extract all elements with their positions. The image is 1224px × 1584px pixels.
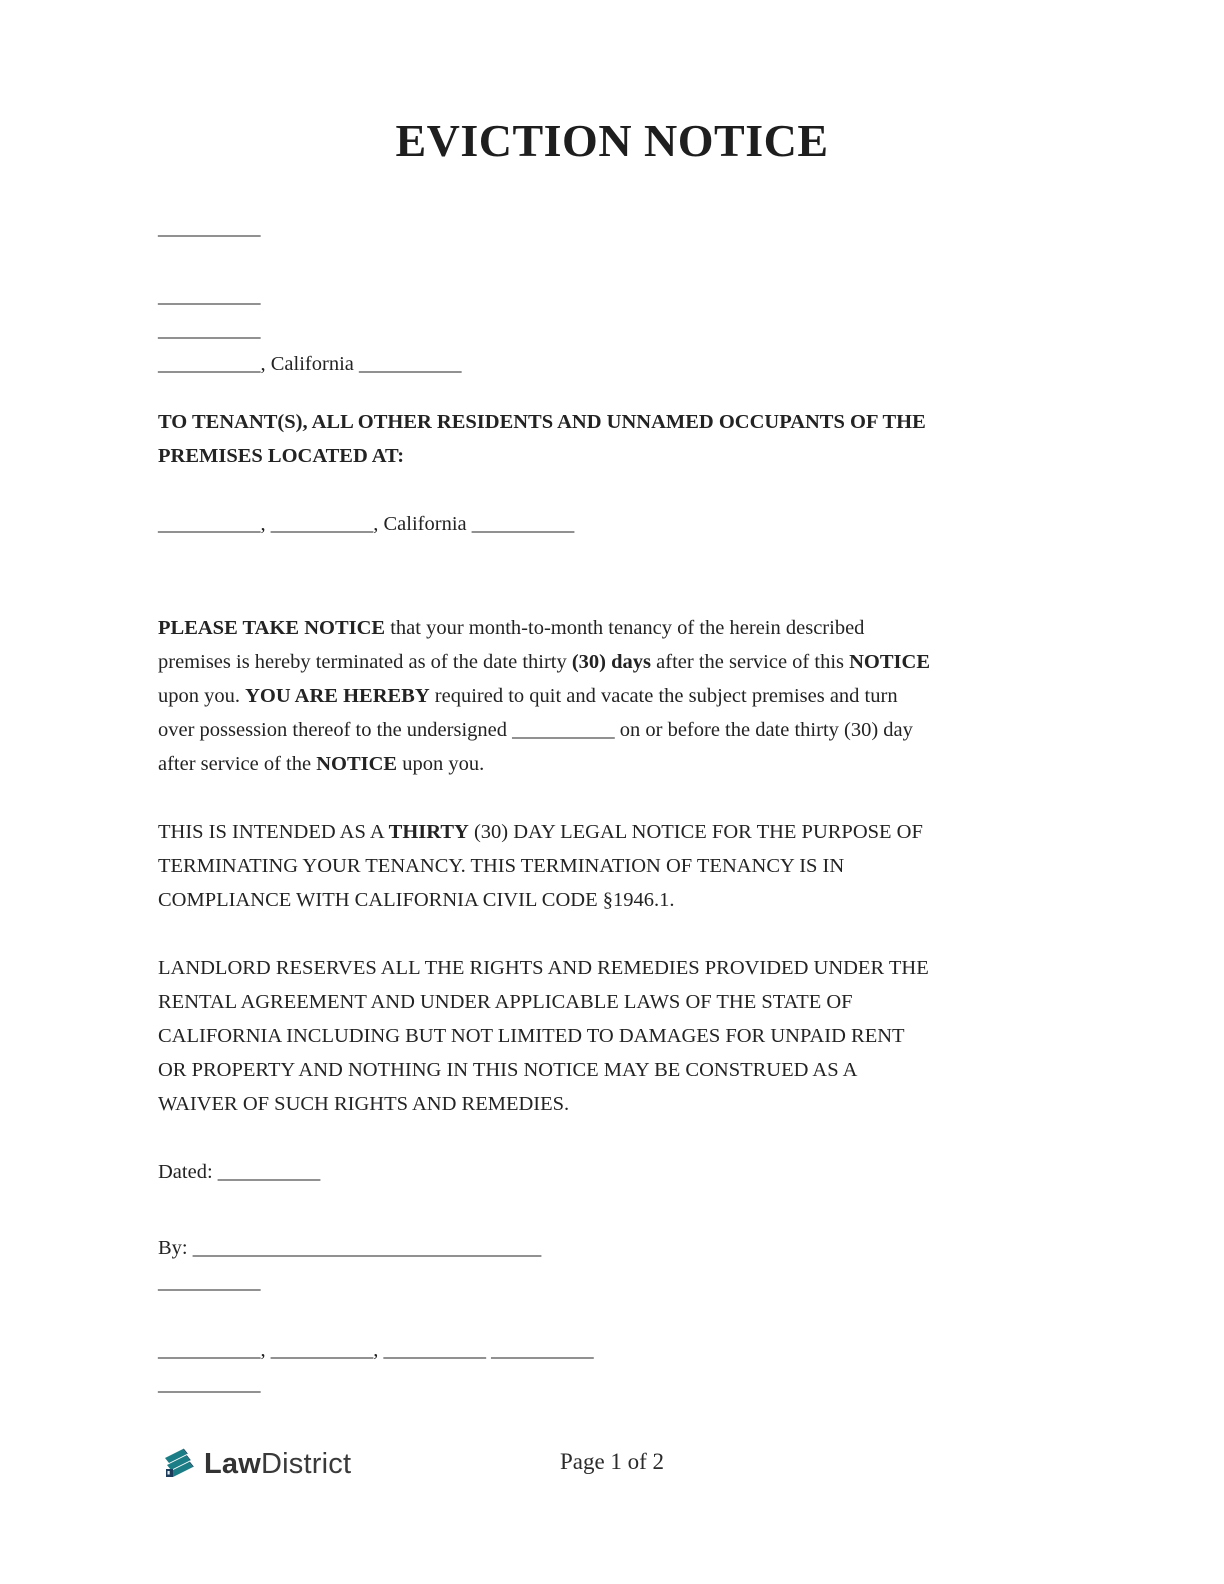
- rights-paragraph-line: OR PROPERTY AND NOTHING IN THIS NOTICE MAY BE CONSTRUED AS A: [158, 1059, 858, 1081]
- body-text: that your month-to-month tenancy of the herein described: [385, 617, 865, 639]
- rights-paragraph-line: CALIFORNIA INCLUDING BUT NOT LIMITED TO DAMAGES FOR UNPAID RENT: [158, 1025, 905, 1047]
- fill-in-blank: __________: [158, 217, 261, 239]
- fill-in-blank: __________: [158, 1339, 261, 1361]
- body-text: required to quit and vacate the subject premises and turn: [429, 685, 898, 707]
- fill-in-blank: __________: [158, 353, 261, 375]
- body-text: after the service of this: [651, 651, 850, 673]
- notice-paragraph-line: [158, 611, 1066, 645]
- fill-in-blank: __________: [158, 285, 261, 307]
- by-signature-blank: __________________________________: [192, 1237, 542, 1259]
- signer-name-blank-line: [158, 1265, 1066, 1299]
- bold-text: NOTICE: [316, 753, 398, 775]
- bold-text: NOTICE: [849, 651, 931, 673]
- fill-in-blank: __________: [359, 353, 462, 375]
- body-text: TERMINATING YOUR TENANCY. THIS TERMINATION OF TENANCY IS IN: [158, 855, 845, 877]
- landlord-blank-line-3: [158, 313, 1066, 347]
- termination-paragraph-line: [158, 883, 1066, 917]
- fill-in-blank: __________: [270, 1339, 374, 1361]
- fill-in-blank: __________: [471, 513, 575, 535]
- separator: ,: [260, 1339, 271, 1361]
- page-footer: [0, 1443, 1224, 1491]
- body-text: upon you.: [158, 685, 246, 707]
- body-text: THIS IS INTENDED AS A: [158, 821, 389, 843]
- fill-in-blank: __________: [158, 1271, 261, 1293]
- bold-text: YOU ARE HEREBY: [245, 685, 430, 707]
- brand-district: District: [261, 1447, 352, 1480]
- page-indicator: Page 1 of 2: [559, 1449, 665, 1474]
- body-text: after service of the: [158, 753, 317, 775]
- brand-law: Law: [204, 1447, 261, 1480]
- bold-text: (30) days: [571, 651, 652, 673]
- fill-in-blank: __________: [158, 319, 261, 341]
- fill-in-blank: __________: [270, 513, 374, 535]
- landlord-city-state-line: [158, 347, 1066, 381]
- body-text: over possession thereof to the undersigned __________ on or before the date thirty (30) day: [158, 719, 913, 741]
- rights-paragraph-line: WAIVER OF SUCH RIGHTS AND REMEDIES.: [158, 1093, 570, 1115]
- bold-text: PLEASE TAKE NOTICE: [158, 617, 386, 639]
- dated-line: [158, 1155, 1066, 1189]
- by-label: By:: [158, 1237, 193, 1259]
- document-title: EVICTION NOTICE: [395, 115, 829, 166]
- tenant-notice-heading-line-2: PREMISES LOCATED AT:: [158, 445, 405, 467]
- body-text: premises is hereby terminated as of the date thirty: [158, 651, 572, 673]
- body-text: upon you.: [397, 753, 485, 775]
- termination-paragraph-line: [158, 815, 1066, 849]
- separator: ,: [373, 1339, 384, 1361]
- signer-phone-blank-line: [158, 1367, 1066, 1401]
- rights-paragraph-line: LANDLORD RESERVES ALL THE RIGHTS AND REMEDIES PROVIDED UNDER THE: [158, 957, 929, 979]
- by-line: [158, 1231, 1066, 1265]
- body-text: COMPLIANCE WITH CALIFORNIA CIVIL CODE §1946.1.: [158, 889, 675, 911]
- notice-paragraph-line: [158, 645, 1066, 679]
- body-text: (30) DAY LEGAL NOTICE FOR THE PURPOSE OF: [468, 821, 923, 843]
- dated-label: Dated:: [158, 1161, 218, 1183]
- fill-in-blank: __________: [158, 513, 261, 535]
- premises-address-line: [158, 507, 1066, 541]
- fill-in-blank: __________: [383, 1339, 486, 1361]
- notice-paragraph-line: [158, 747, 1066, 781]
- tenant-notice-heading-line-1: TO TENANT(S), ALL OTHER RESIDENTS AND UNNAMED OCCUPANTS OF THE: [158, 411, 926, 433]
- fill-in-blank: __________: [158, 1373, 261, 1395]
- notice-paragraph-line: [158, 713, 1066, 747]
- signer-address-line: [158, 1333, 1066, 1367]
- dated-blank: __________: [217, 1161, 321, 1183]
- bold-text: THIRTY: [388, 821, 469, 843]
- state-label: , California: [260, 353, 359, 375]
- state-label: , California: [373, 513, 472, 535]
- rights-paragraph-line: RENTAL AGREEMENT AND UNDER APPLICABLE LAWS OF THE STATE OF: [158, 991, 853, 1013]
- landlord-blank-line-2: [158, 279, 1066, 313]
- notice-paragraph-line: [158, 679, 1066, 713]
- fill-in-blank: __________: [491, 1339, 594, 1361]
- termination-paragraph-line: [158, 849, 1066, 883]
- landlord-blank-line-1: [158, 211, 1066, 245]
- separator: ,: [260, 513, 271, 535]
